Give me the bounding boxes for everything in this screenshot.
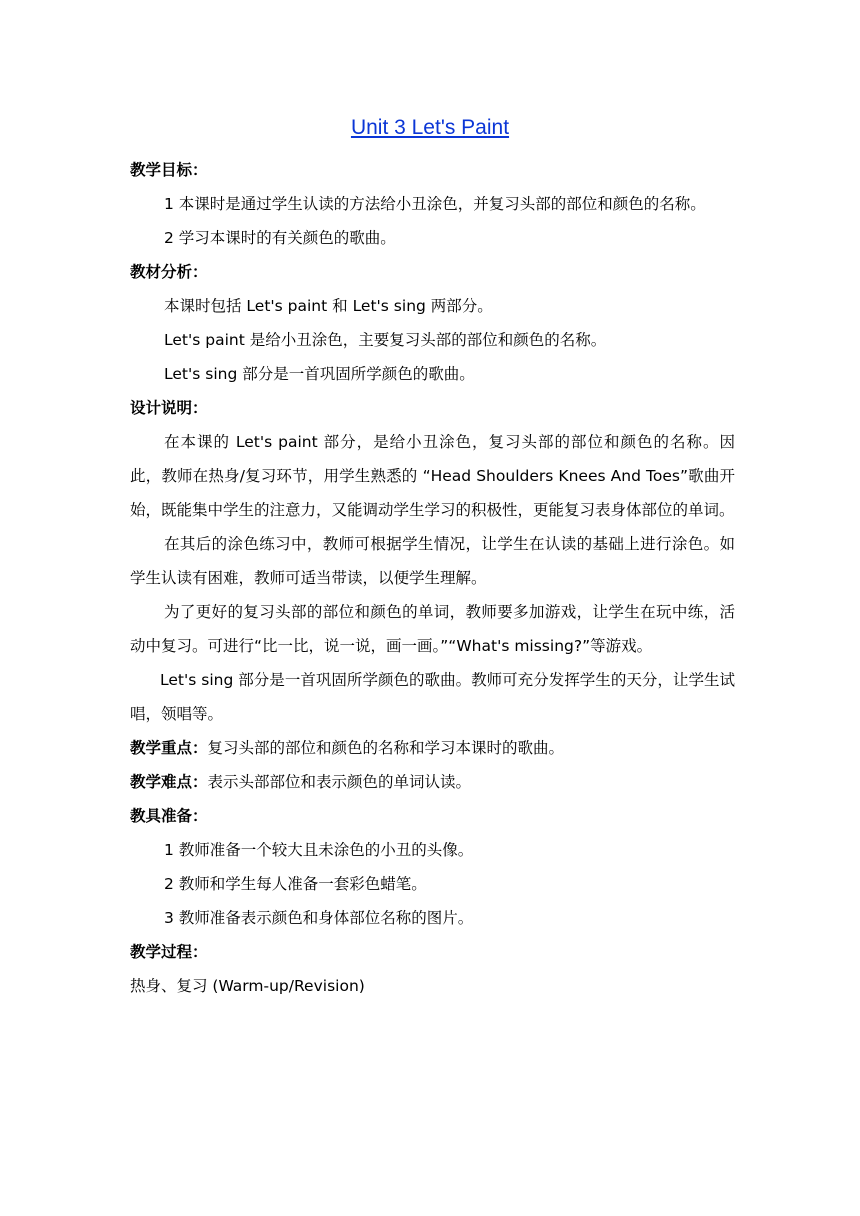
difficulty-text: 表示头部部位和表示颜色的单词认读。 — [207, 773, 472, 791]
design-paragraph-1: 在本课的 Let's paint 部分，是给小丑涂色，复习头部的部位和颜色的名称。因此，教师在热身/复习环节，用学生熟悉的 “Head Shoulders Knees And Toes”歌曲开始，既能集中学生的注意力，又能调动学生学习的积极性，更能复习表身体部位的单词。 — [130, 433, 735, 519]
document-body — [130, 153, 735, 1003]
objective-item-1: 1 本课时是通过学生认读的方法给小丑涂色，并复习头部的部位和颜色的名称。 — [164, 195, 706, 213]
preparation-item-1: 1 教师准备一个较大且未涂色的小丑的头像。 — [164, 841, 474, 859]
key-point-label: 教学重点： — [130, 739, 208, 757]
design-paragraph-2: 在其后的涂色练习中，教师可根据学生情况，让学生在认读的基础上进行涂色。如学生认读有困难，教师可适当带读，以便学生理解。 — [130, 535, 735, 587]
design-paragraph-3: 为了更好的复习头部的部位和颜色的单词，教师要多加游戏，让学生在玩中练，活动中复习。可进行“比一比，说一说，画一画。”“What's missing?”等游戏。 — [130, 603, 735, 655]
preparation-item-2: 2 教师和学生每人准备一套彩色蜡笔。 — [164, 875, 427, 893]
objective-item-2: 2 学习本课时的有关颜色的歌曲。 — [164, 229, 396, 247]
analysis-paragraph-3: Let's sing 部分是一首巩固所学颜色的歌曲。 — [164, 365, 475, 383]
design-heading: 设计说明： — [130, 399, 208, 417]
document-title-link[interactable]: Unit 3 Let's Paint — [350, 116, 510, 139]
process-heading: 教学过程： — [130, 943, 208, 961]
process-first-step: 热身、复习 (Warm-up/Revision) — [130, 977, 365, 995]
preparation-item-3: 3 教师准备表示颜色和身体部位名称的图片。 — [164, 909, 474, 927]
difficulty-label: 教学难点： — [130, 773, 208, 791]
preparation-heading: 教具准备： — [130, 807, 208, 825]
difficulty-line — [130, 765, 735, 799]
analysis-heading: 教材分析： — [130, 263, 208, 281]
key-point-line — [130, 731, 735, 765]
analysis-paragraph-1: 本课时包括 Let's paint 和 Let's sing 两部分。 — [164, 297, 493, 315]
objectives-heading: 教学目标： — [130, 161, 208, 179]
analysis-paragraph-2: Let's paint 是给小丑涂色，主要复习头部的部位和颜色的名称。 — [164, 331, 607, 349]
design-paragraph-4: Let's sing 部分是一首巩固所学颜色的歌曲。教师可充分发挥学生的天分，让学生试唱，领唱等。 — [130, 671, 735, 723]
key-point-text: 复习头部的部位和颜色的名称和学习本课时的歌曲。 — [207, 739, 565, 757]
